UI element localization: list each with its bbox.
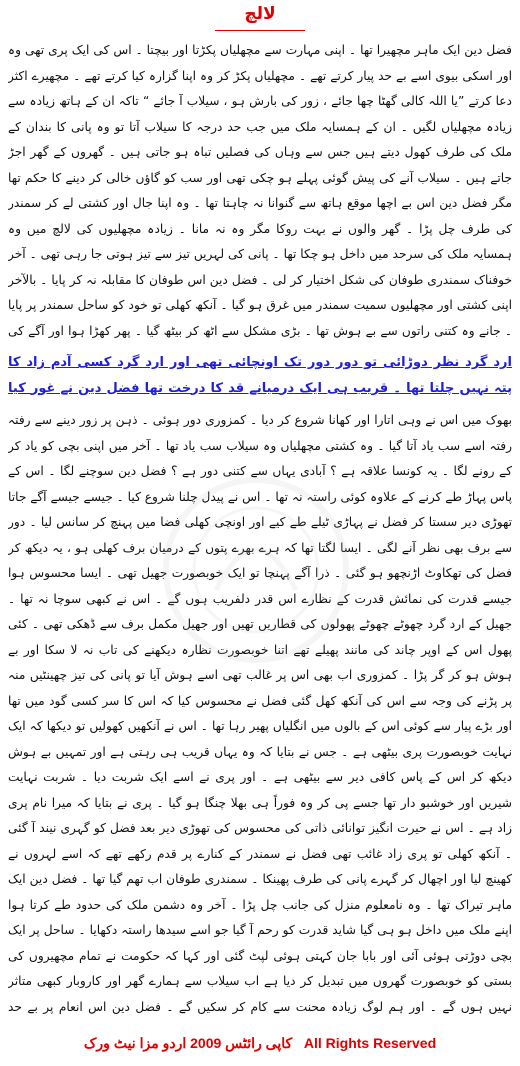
title-divider — [215, 30, 305, 31]
watermark-logo-icon — [156, 470, 356, 670]
copyright-footer — [0, 1035, 520, 1052]
story-highlight-paragraph: ارد گرد نظر دوڑائی تو دور دور تک اونچائی تھی اور ارد گرد کسی آدم زاد کا پتہ نہیں چلتا تھا ۔ قریب ہی ایک درمیانے قد کا درخت تھا فضل دین نے غور کیا — [8, 355, 512, 396]
story-paragraph-1: فضل دین ایک ماہر مچھیرا تھا ۔ اپنی مہارت سے مچھلیاں پکڑتا اور بیچتا ۔ اس کی ایک پری تھی وہ اور اسکی بیوی اسے بے حد پیار کرتے تھے ۔ مچھلیاں پکڑ کر وہ اپنا گزارہ کیا کرتے تھے ۔ مچھیرے اکثر دعا کرتے ”یا اللہ کالی گھٹا چھا جائے ، زور کی بارش ہو ، سیلاب آ جائے “ تاکہ ان کے ہاتھ زیادہ سے زیادہ مچھلیاں لگیں ۔ ان کے ہمسایہ ملک میں جب حد درجہ کا سیلاب آتا تو وہ پانی کا بندان کے ملک کی طرف کھول دیتے ہیں جس سے وہاں کی فصلیں تباہ ہو جاتی ہیں ۔ گھروں کے گھر اجڑ جاتے ہیں ۔ سیلاب آنے کی پیش گوئی پہلے ہو چکی تھی اور سب کو گاؤں خالی کر دینے کا حکم تھا مگر فضل دین اس بے اچھا موقع ہاتھ سے گنوانا نہ چاہتا تھا ۔ وہ اپنا جال اور کشتی لے کر سمندر کی طرف چل پڑا ۔ گھر والوں نے بہت روکا مگر وہ نہ مانا ۔ زیادہ مچھلیوں کی لالچ میں وہ ہمسایہ ملک کی سرحد میں داخل ہو چکا تھا ۔ پانی کی لہریں تیز سے تیز ہوتی جا رہی تھی ۔ آخر خوفناک سمندری طوفان کی شکل اختیار کر لی ۔ فضل دین اس طوفان کا مقابلہ نہ کر پایا ۔ بالآخر اپنی کشتی اور مچھلیوں سمیت سمندر میں غرق ہو گیا ۔ آنکھ کھلی تو خود کو ساحل سمندر پر پایا ۔ جانے وہ کتنی راتوں سے بے ہوش تھا ۔ بڑی مشکل سے اٹھ کر بیٹھ گیا ۔ پھر کھڑا ہوا اور آگے کی — [8, 43, 512, 338]
story-title: لالچ — [244, 4, 276, 24]
copyright-urdu: کاپی رائٹس 2009 اردو مزا نیٹ ورک — [83, 1035, 293, 1051]
story-paragraph-3: بھوک میں اس نے وہی اتارا اور کھانا شروع کر دیا ۔ کمزوری دور ہوئی ۔ ذہن پر زور دینے سے رفتہ رفتہ اسے سب یاد آتا گیا ۔ وہ کشتی مچھلیاں وہ سیلاب سب یاد تھا ۔ آخر میں اپنی بچی کو یاد کر کے رونے لگا ۔ یہ کونسا علاقہ ہے ؟ آبادی یہاں سے کتنی دور ہے ؟ فضل دین سوچنے لگا ۔ اس کے پاس پہاڑ طے کرنے کے علاوہ کوئی راستہ نہ تھا ۔ اس نے پیدل چلنا شروع کیا ۔ جیسے جیسے آگے جاتا تھوڑی دیر سستا کر فضل نے پہاڑی ٹیلے طے کیے اور اونچی کھلی فضا میں پہنچ کر سانس لیا ۔ دور سے برف بھی نظر آنے لگی ۔ ایسا لگتا تھا کہ ہرے بھرے پتوں کے درمیان برف کھلی ہو ، یہ دیکھ کر فضل کی تھکاوٹ اڑنچھو ہو گئی ۔ ذرا آگے پہنچا تو ایک خوبصورت جھیل تھی ۔ ایسا محسوس ہوا جیسے قدرت کی نمائش قدرت کے نظارے اس قدر دلفریب ہوں گے ۔ اس نے کبھی سوچا نہ تھا ۔ جھیل کے ارد گرد چھوٹے چھوٹے پھولوں کی قطاریں تھیں اور جھیل مکمل برف سے ڈھکی تھی ۔ کئی پھول اس کے اوپر چاند کی مانند پھیلے تھے اتنا خوبصورت نظارہ دیکھنے کی تاب نہ لا سکا اور بے ہوش ہو کر گر پڑا ۔ کمزوری اب بھی اس پر غالب تھی اسے ہوش آیا تو پانی کی تیز چھینٹیں منہ پر پڑنے کی وجہ سے اس کی آنکھ کھل گئی فضل نے محسوس کیا کہ اس کا سر کسی گود میں تھا اور بڑے پیار سے کوئی اس کے بالوں میں انگلیاں پھیر رہا تھا ۔ اس نے آنکھیں کھولیں تو دیکھا کہ ایک نہایت خوبصورت پری بیٹھی ہے ۔ جس نے بتایا کہ وہ یہاں قریب ہی رہتی ہے اور تمہیں بے ہوش دیکھ کر اس کے پاس کافی دیر سے بیٹھی ہے ۔ اور پری نے اسے ایک شربت دیا ۔ شربت نہایت شیریں اور خوشبو دار تھا جسے پی کر وہ فوراً ہی بھلا چنگا ہو گیا ۔ پری نے بتایا کہ میرا نام پری زاد ہے ۔ اس نے حیرت انگیز توانائی ذاتی کی محسوس کی تھوڑی دیر بعد فضل کو گہری نیند آ گئی ۔ آنکھ کھلی تو پری زاد غائب تھی فضل نے سمندر کے کنارے پر قدم رکھے تھے کہ اسے لہروں نے کھینچ لیا اور اچھال کر گہرے پانی کی طرف پھینکا ۔ سمندری طوفان اب تھم گیا تھا ۔ فضل دین ایک ماہر تیراک تھا ۔ وہ نامعلوم منزل کی جانب چل پڑا ۔ آخر وہ دشمن ملک کی حدود طے کرتا ہوا اپنے ملک میں داخل ہو ہی گیا شاید قدرت کو رحم آ گیا جو اسے سیدھا راستہ دکھایا ۔ ساحل پر ایک بچی دوڑتی ہوئی آئی اور بابا جان کہتی ہوئی لپٹ گئی اور کہا کہ حکومت نے تمام مچھیروں کی بستی کو خوبصورت گھروں میں تبدیل کر دیا ہے اب سیلاب سے ہمارے گھر اور کاروبار کبھی متاثر نہیں ہوں گے ۔ اور ہم لوگ زیادہ محنت سے کام کر سکیں گے ۔ فضل دین اس انعام پر بے حد — [8, 413, 512, 1014]
rights-reserved: All Rights Reserved — [303, 1035, 437, 1051]
